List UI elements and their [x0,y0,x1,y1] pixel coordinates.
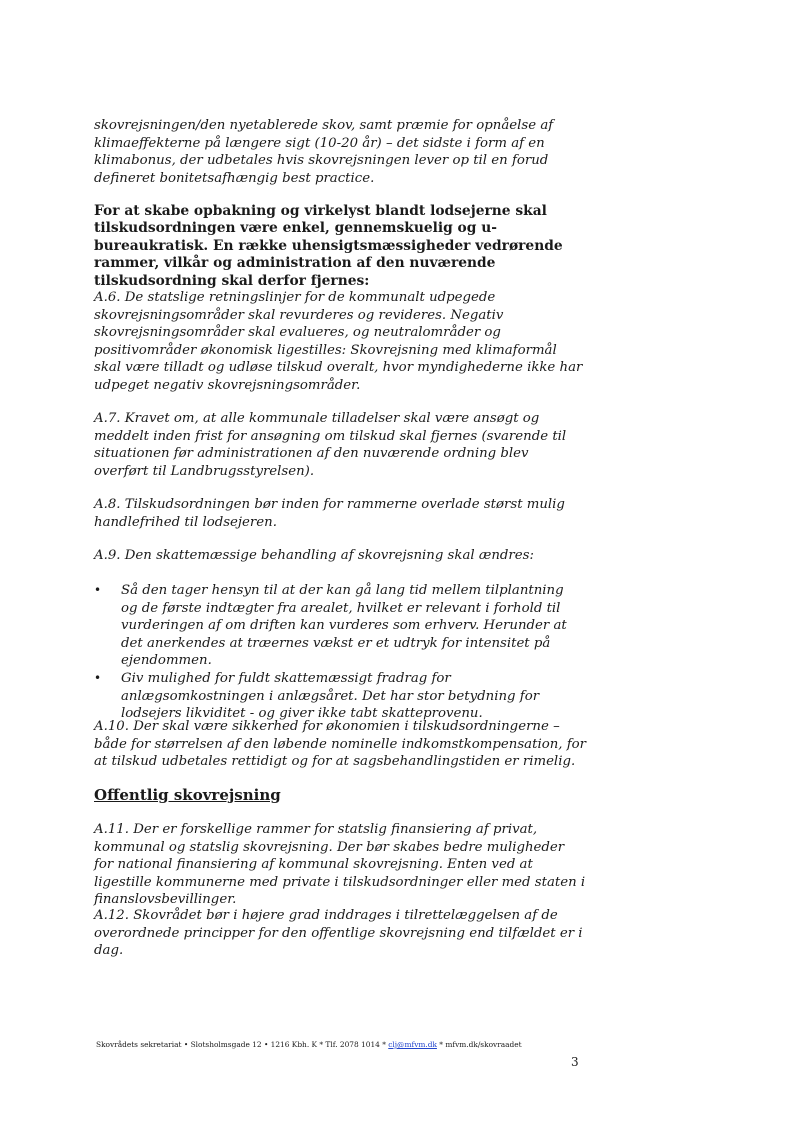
footer-address: Skovrådets sekretariat • Slotsholmsgade 12 • 1216 Kbh. K * Tlf. 2078 1014 * [96,1040,389,1049]
intro-paragraph: skovrejsningen/den nyetablerede skov, samt præmie for opnåelse af klimaeffekterne på længere sigt (10-20 år) – det sidste i form af en klimabonus, der udbetales hvis skovrejsningen lever op til en forud defineret bonitetsafhængig best practice. [94,118,554,186]
paragraph-a7: A.7. Kravet om, at alle kommunale tilladelser skal være ansøgt og meddelt inden frist for ansøgning om tilskud skal fjernes (svarende til situationen før administrationen af den nuværende ordning blev overført til Landbrugsstyrelsen). [94,411,567,479]
bullet-text: Giv mulighed for fuldt skattemæssigt fradrag for anlægsomkostningen i anlægsåret. Det har stor betydning for lodsejers likviditet - og giver ikke tabt skatteprovenu. [121,670,540,722]
paragraph-a9: A.9. Den skattemæssige behandling af skovrejsning skal ændres: [94,548,534,563]
paragraph-a8: A.8. Tilskudsordningen bør inden for rammerne overlade størst mulig handlefrihed til lodsejeren. [94,497,565,530]
footer-email-link[interactable]: clj@mfvm.dk [388,1040,437,1049]
list-item [94,670,574,723]
footer-website: * mfvm.dk/skovraadet [436,1040,522,1049]
bullet-icon: • [94,583,102,597]
page-footer [96,1040,576,1050]
list-item [94,582,574,670]
paragraph-a10: A.10. Der skal være sikkerhed for økonomien i tilskudsordningerne – både for størrelsen af den løbende nominelle indkomstkompensation, for at tilskud udbetales rettidigt og for at sagsbehandlingstiden er rimelig. [94,719,587,770]
bold-paragraph: For at skabe opbakning og virkelyst blandt lodsejerne skal tilskudsordningen være enkel, gennemskuelig og u-bureaukratisk. En række uhensigtsmæssigheder vedrørende rammer, vilkår og administration af den nuværende tilskudsordning skal derfor fjernes: [94,203,563,289]
paragraph-a6: A.6. De statslige retningslinjer for de kommunalt udpegede skovrejsningsområder skal revurderes og revideres. Negativ skovrejsningsområder skal evalueres, og neutralområder og positivområder økonomisk ligestilles: Skovrejsning med klimaformål skal være tilladt og udløse tilskud overalt, hvor myndighederne ikke har udpeget negativ skovrejsningsområder. [94,290,583,393]
bullet-text: Så den tager hensyn til at der kan gå lang tid mellem tilplantning og de første indtægter fra arealet, hvilket er relevant i forhold til vurderingen af om driften kan vurderes som erhverv. Herunder at det anerkendes at træernes vækst er et udtryk for intensitet på ejendommen. [121,583,567,669]
page-number: 3 [571,1055,579,1069]
paragraph-a11: A.11. Der er forskellige rammer for statslig finansiering af privat, kommunal og statslig skovrejsning. Der bør skabes bedre muligheder for national finansiering af kommunal skovrejsning. Enten ved at ligestille kommunerne med private i tilskudsordninger eller med staten i finanslovsbevillinger. [94,822,586,908]
paragraph-a12: A.12. Skovrådet bør i højere grad inddrages i tilrettelæggelsen af de overordnede principper for den offentlige skovrejsning end tilfældet er i dag. [94,908,583,959]
bullet-icon: • [94,670,102,685]
section-heading: Offentlig skovrejsning [94,786,281,804]
bullet-list [94,582,574,723]
